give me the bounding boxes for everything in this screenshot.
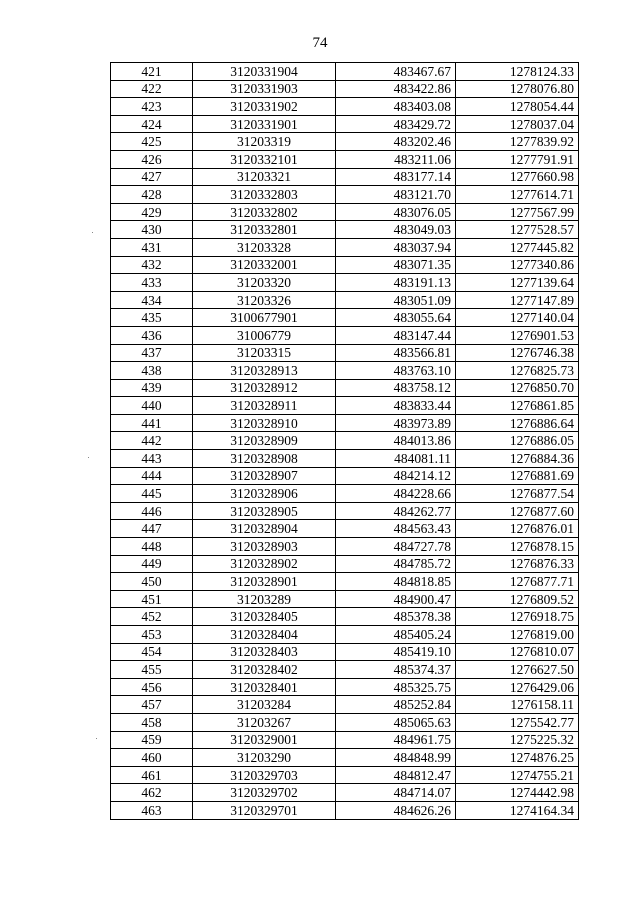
row-number-cell: 444 <box>111 467 193 485</box>
code-cell: 31203267 <box>193 713 336 731</box>
x-coordinate-cell: 483758.12 <box>336 379 456 397</box>
row-number-cell: 421 <box>111 63 193 81</box>
x-coordinate-cell: 483833.44 <box>336 397 456 415</box>
row-number-cell: 427 <box>111 168 193 186</box>
table-row <box>111 291 579 309</box>
x-coordinate-cell: 485252.84 <box>336 696 456 714</box>
code-cell: 3120328901 <box>193 573 336 591</box>
row-number-cell: 453 <box>111 626 193 644</box>
y-coordinate-cell: 1276746.38 <box>456 344 579 362</box>
x-coordinate-cell: 483121.70 <box>336 186 456 204</box>
code-cell: 3120328913 <box>193 362 336 380</box>
y-coordinate-cell: 1276158.11 <box>456 696 579 714</box>
table-row <box>111 362 579 380</box>
row-number-cell: 438 <box>111 362 193 380</box>
row-number-cell: 436 <box>111 326 193 344</box>
code-cell: 31203289 <box>193 590 336 608</box>
x-coordinate-cell: 485378.38 <box>336 608 456 626</box>
y-coordinate-cell: 1277445.82 <box>456 238 579 256</box>
table-body <box>111 63 579 820</box>
table-row <box>111 467 579 485</box>
y-coordinate-cell: 1277660.98 <box>456 168 579 186</box>
code-cell: 3120329703 <box>193 766 336 784</box>
table-row <box>111 274 579 292</box>
y-coordinate-cell: 1278054.44 <box>456 98 579 116</box>
y-coordinate-cell: 1276809.52 <box>456 590 579 608</box>
row-number-cell: 442 <box>111 432 193 450</box>
table-row <box>111 643 579 661</box>
row-number-cell: 429 <box>111 203 193 221</box>
table-row <box>111 309 579 327</box>
y-coordinate-cell: 1276627.50 <box>456 661 579 679</box>
row-number-cell: 428 <box>111 186 193 204</box>
x-coordinate-cell: 485325.75 <box>336 678 456 696</box>
x-coordinate-cell: 483763.10 <box>336 362 456 380</box>
y-coordinate-cell: 1276877.71 <box>456 573 579 591</box>
scan-speck <box>88 457 89 458</box>
row-number-cell: 455 <box>111 661 193 679</box>
y-coordinate-cell: 1276876.33 <box>456 555 579 573</box>
row-number-cell: 454 <box>111 643 193 661</box>
y-coordinate-cell: 1277839.92 <box>456 133 579 151</box>
table-row <box>111 731 579 749</box>
row-number-cell: 441 <box>111 414 193 432</box>
table-row <box>111 63 579 81</box>
y-coordinate-cell: 1276886.05 <box>456 432 579 450</box>
x-coordinate-cell: 484818.85 <box>336 573 456 591</box>
table-row <box>111 168 579 186</box>
row-number-cell: 433 <box>111 274 193 292</box>
table-row <box>111 749 579 767</box>
table-row <box>111 397 579 415</box>
row-number-cell: 434 <box>111 291 193 309</box>
y-coordinate-cell: 1277139.64 <box>456 274 579 292</box>
y-coordinate-cell: 1276886.64 <box>456 414 579 432</box>
x-coordinate-cell: 483071.35 <box>336 256 456 274</box>
y-coordinate-cell: 1277140.04 <box>456 309 579 327</box>
row-number-cell: 432 <box>111 256 193 274</box>
code-cell: 3120328904 <box>193 520 336 538</box>
x-coordinate-cell: 483076.05 <box>336 203 456 221</box>
x-coordinate-cell: 483202.46 <box>336 133 456 151</box>
y-coordinate-cell: 1276810.07 <box>456 643 579 661</box>
code-cell: 3120328912 <box>193 379 336 397</box>
row-number-cell: 426 <box>111 150 193 168</box>
code-cell: 3120328404 <box>193 626 336 644</box>
row-number-cell: 452 <box>111 608 193 626</box>
row-number-cell: 461 <box>111 766 193 784</box>
x-coordinate-cell: 484727.78 <box>336 538 456 556</box>
code-cell: 31203315 <box>193 344 336 362</box>
code-cell: 3100677901 <box>193 309 336 327</box>
x-coordinate-cell: 484228.66 <box>336 485 456 503</box>
row-number-cell: 456 <box>111 678 193 696</box>
code-cell: 31203290 <box>193 749 336 767</box>
y-coordinate-cell: 1276429.06 <box>456 678 579 696</box>
x-coordinate-cell: 484714.07 <box>336 784 456 802</box>
y-coordinate-cell: 1277340.86 <box>456 256 579 274</box>
y-coordinate-cell: 1276861.85 <box>456 397 579 415</box>
x-coordinate-cell: 485405.24 <box>336 626 456 644</box>
x-coordinate-cell: 484900.47 <box>336 590 456 608</box>
x-coordinate-cell: 483051.09 <box>336 291 456 309</box>
y-coordinate-cell: 1277614.71 <box>456 186 579 204</box>
scan-speck <box>92 232 93 233</box>
y-coordinate-cell: 1278037.04 <box>456 115 579 133</box>
table-row <box>111 326 579 344</box>
x-coordinate-cell: 483422.86 <box>336 80 456 98</box>
row-number-cell: 439 <box>111 379 193 397</box>
x-coordinate-cell: 484081.11 <box>336 450 456 468</box>
y-coordinate-cell: 1277791.91 <box>456 150 579 168</box>
code-cell: 3120328402 <box>193 661 336 679</box>
y-coordinate-cell: 1274876.25 <box>456 749 579 767</box>
table-row <box>111 98 579 116</box>
x-coordinate-cell: 483147.44 <box>336 326 456 344</box>
code-cell: 3120332001 <box>193 256 336 274</box>
code-cell: 3120328907 <box>193 467 336 485</box>
row-number-cell: 449 <box>111 555 193 573</box>
code-cell: 31203284 <box>193 696 336 714</box>
x-coordinate-cell: 483566.81 <box>336 344 456 362</box>
table-row <box>111 238 579 256</box>
code-cell: 3120328903 <box>193 538 336 556</box>
code-cell: 3120331902 <box>193 98 336 116</box>
y-coordinate-cell: 1277147.89 <box>456 291 579 309</box>
y-coordinate-cell: 1276819.00 <box>456 626 579 644</box>
y-coordinate-cell: 1275542.77 <box>456 713 579 731</box>
y-coordinate-cell: 1278076.80 <box>456 80 579 98</box>
row-number-cell: 445 <box>111 485 193 503</box>
table-row <box>111 520 579 538</box>
y-coordinate-cell: 1278124.33 <box>456 63 579 81</box>
table-row <box>111 590 579 608</box>
x-coordinate-cell: 483211.06 <box>336 150 456 168</box>
y-coordinate-cell: 1276825.73 <box>456 362 579 380</box>
x-coordinate-cell: 484214.12 <box>336 467 456 485</box>
x-coordinate-cell: 484961.75 <box>336 731 456 749</box>
y-coordinate-cell: 1276877.60 <box>456 502 579 520</box>
row-number-cell: 448 <box>111 538 193 556</box>
table-row <box>111 766 579 784</box>
scan-speck <box>96 738 97 739</box>
y-coordinate-cell: 1276884.36 <box>456 450 579 468</box>
table-row <box>111 203 579 221</box>
x-coordinate-cell: 483177.14 <box>336 168 456 186</box>
x-coordinate-cell: 483403.08 <box>336 98 456 116</box>
x-coordinate-cell: 483429.72 <box>336 115 456 133</box>
row-number-cell: 435 <box>111 309 193 327</box>
x-coordinate-cell: 483055.64 <box>336 309 456 327</box>
table-row <box>111 661 579 679</box>
y-coordinate-cell: 1276876.01 <box>456 520 579 538</box>
table-row <box>111 432 579 450</box>
x-coordinate-cell: 484848.99 <box>336 749 456 767</box>
row-number-cell: 458 <box>111 713 193 731</box>
row-number-cell: 440 <box>111 397 193 415</box>
row-number-cell: 462 <box>111 784 193 802</box>
table-row <box>111 555 579 573</box>
table-row <box>111 485 579 503</box>
x-coordinate-cell: 484563.43 <box>336 520 456 538</box>
x-coordinate-cell: 484626.26 <box>336 801 456 819</box>
y-coordinate-cell: 1277528.57 <box>456 221 579 239</box>
code-cell: 31203320 <box>193 274 336 292</box>
code-cell: 3120328905 <box>193 502 336 520</box>
code-cell: 31203319 <box>193 133 336 151</box>
row-number-cell: 423 <box>111 98 193 116</box>
code-cell: 3120328909 <box>193 432 336 450</box>
table-row <box>111 133 579 151</box>
x-coordinate-cell: 485419.10 <box>336 643 456 661</box>
code-cell: 3120328403 <box>193 643 336 661</box>
row-number-cell: 443 <box>111 450 193 468</box>
row-number-cell: 431 <box>111 238 193 256</box>
x-coordinate-cell: 485065.63 <box>336 713 456 731</box>
row-number-cell: 430 <box>111 221 193 239</box>
code-cell: 3120328910 <box>193 414 336 432</box>
y-coordinate-cell: 1275225.32 <box>456 731 579 749</box>
table-row <box>111 115 579 133</box>
x-coordinate-cell: 483467.67 <box>336 63 456 81</box>
table-row <box>111 186 579 204</box>
code-cell: 3120331903 <box>193 80 336 98</box>
y-coordinate-cell: 1276881.69 <box>456 467 579 485</box>
code-cell: 3120332802 <box>193 203 336 221</box>
code-cell: 3120328908 <box>193 450 336 468</box>
table-row <box>111 538 579 556</box>
table-row <box>111 678 579 696</box>
table-row <box>111 784 579 802</box>
table-row <box>111 80 579 98</box>
table-row <box>111 801 579 819</box>
code-cell: 3120329701 <box>193 801 336 819</box>
code-cell: 3120329001 <box>193 731 336 749</box>
y-coordinate-cell: 1276878.15 <box>456 538 579 556</box>
x-coordinate-cell: 484785.72 <box>336 555 456 573</box>
row-number-cell: 422 <box>111 80 193 98</box>
table-row <box>111 713 579 731</box>
table-row <box>111 256 579 274</box>
row-number-cell: 450 <box>111 573 193 591</box>
code-cell: 3120329702 <box>193 784 336 802</box>
table-row <box>111 450 579 468</box>
table-row <box>111 696 579 714</box>
code-cell: 3120328902 <box>193 555 336 573</box>
row-number-cell: 457 <box>111 696 193 714</box>
code-cell: 3120332801 <box>193 221 336 239</box>
table-row <box>111 626 579 644</box>
y-coordinate-cell: 1274442.98 <box>456 784 579 802</box>
code-cell: 31203326 <box>193 291 336 309</box>
row-number-cell: 424 <box>111 115 193 133</box>
code-cell: 3120328911 <box>193 397 336 415</box>
code-cell: 31203321 <box>193 168 336 186</box>
table-row <box>111 502 579 520</box>
row-number-cell: 463 <box>111 801 193 819</box>
code-cell: 3120328906 <box>193 485 336 503</box>
table-row <box>111 150 579 168</box>
x-coordinate-cell: 483037.94 <box>336 238 456 256</box>
y-coordinate-cell: 1274164.34 <box>456 801 579 819</box>
code-cell: 31006779 <box>193 326 336 344</box>
table-row <box>111 573 579 591</box>
y-coordinate-cell: 1276850.70 <box>456 379 579 397</box>
y-coordinate-cell: 1276877.54 <box>456 485 579 503</box>
row-number-cell: 451 <box>111 590 193 608</box>
table-row <box>111 608 579 626</box>
code-cell: 3120332803 <box>193 186 336 204</box>
code-cell: 3120332101 <box>193 150 336 168</box>
row-number-cell: 460 <box>111 749 193 767</box>
y-coordinate-cell: 1276901.53 <box>456 326 579 344</box>
row-number-cell: 437 <box>111 344 193 362</box>
table-row <box>111 414 579 432</box>
row-number-cell: 425 <box>111 133 193 151</box>
coordinates-table <box>110 62 579 820</box>
y-coordinate-cell: 1277567.99 <box>456 203 579 221</box>
x-coordinate-cell: 484262.77 <box>336 502 456 520</box>
row-number-cell: 446 <box>111 502 193 520</box>
code-cell: 3120328401 <box>193 678 336 696</box>
table-row <box>111 379 579 397</box>
code-cell: 3120331904 <box>193 63 336 81</box>
code-cell: 3120331901 <box>193 115 336 133</box>
x-coordinate-cell: 483973.89 <box>336 414 456 432</box>
row-number-cell: 459 <box>111 731 193 749</box>
page-number: 74 <box>312 35 328 51</box>
y-coordinate-cell: 1274755.21 <box>456 766 579 784</box>
code-cell: 31203328 <box>193 238 336 256</box>
table-row <box>111 221 579 239</box>
y-coordinate-cell: 1276918.75 <box>456 608 579 626</box>
x-coordinate-cell: 484812.47 <box>336 766 456 784</box>
table-row <box>111 344 579 362</box>
x-coordinate-cell: 483049.03 <box>336 221 456 239</box>
row-number-cell: 447 <box>111 520 193 538</box>
x-coordinate-cell: 483191.13 <box>336 274 456 292</box>
x-coordinate-cell: 484013.86 <box>336 432 456 450</box>
x-coordinate-cell: 485374.37 <box>336 661 456 679</box>
code-cell: 3120328405 <box>193 608 336 626</box>
